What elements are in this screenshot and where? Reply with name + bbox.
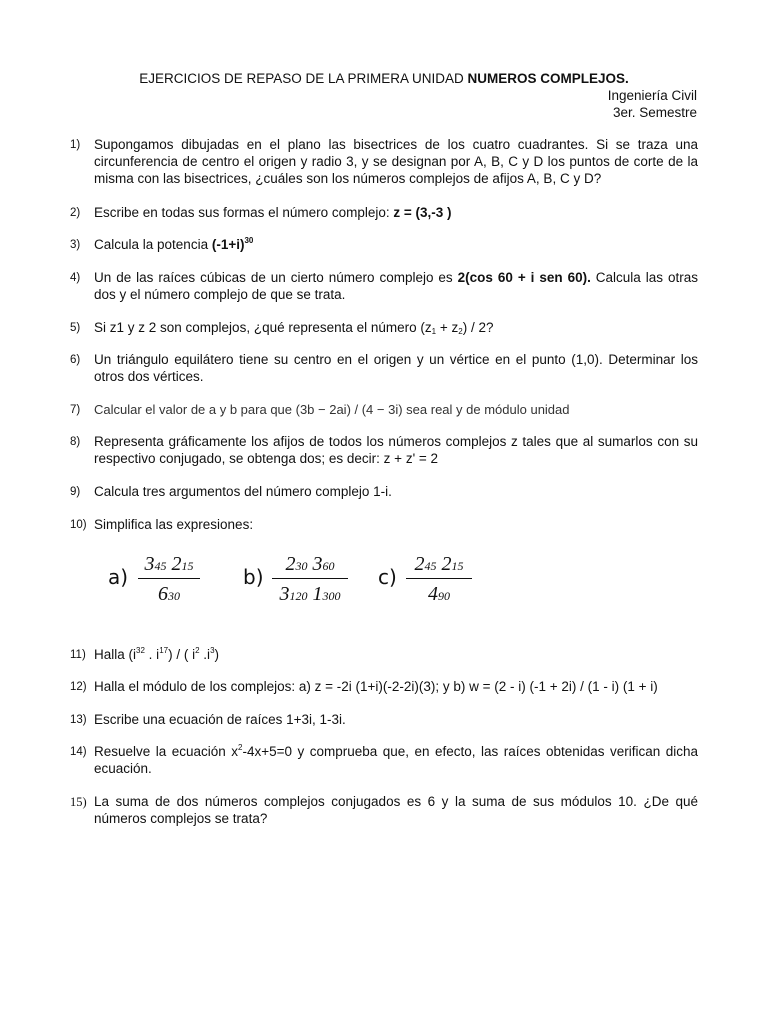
exercise-1 bbox=[70, 136, 698, 187]
exercise-text: Un de las raíces cúbicas de un cierto número complejo es 2(cos 60 + i sen 60). Calcula las otras dos y el número complejo de que se trata. bbox=[94, 270, 698, 302]
exercise-8 bbox=[70, 433, 698, 467]
exercise-number: 3) bbox=[70, 239, 81, 251]
exercise-14 bbox=[70, 743, 698, 777]
expression-b-label: b) bbox=[243, 565, 264, 589]
title-prefix: EJERCICIOS DE REPASO DE LA PRIMERA UNIDAD bbox=[139, 71, 468, 86]
expression-a-label: a) bbox=[108, 565, 129, 589]
exercise-text: Calcula la potencia $(-1+i)^{30}$ bbox=[94, 236, 254, 252]
expression-a-denominator: 630 bbox=[158, 583, 180, 605]
exercise-text: Resuelve la ecuación $x^2-4x+5=0$ y comprueba que, en efecto, las raíces obtenidas verifican dicha ecuación. bbox=[94, 743, 698, 776]
exercise-number: 9) bbox=[70, 486, 81, 498]
expression-a-fraction bbox=[138, 553, 200, 606]
exercise-7 bbox=[70, 401, 698, 418]
exercise-text: Halla ($i^{32}$ . $i^{17}$) / ( $i^2$ $.i^3$) bbox=[94, 646, 220, 662]
exercise-number: 15) bbox=[70, 795, 87, 809]
expression-b-denominator: 3120 1300 bbox=[279, 583, 341, 605]
expression-b-numerator: 230 360 bbox=[272, 553, 348, 579]
expression-c-numerator: 245 215 bbox=[406, 553, 472, 579]
exercise-number: 8) bbox=[70, 436, 81, 448]
exercise-text: Representa gráficamente los afijos de todos los números complejos z tales que al sumarlos con su respectivo conjugado, se obtenga dos; es decir: z + z' = 2 bbox=[94, 434, 698, 466]
exercise-5 bbox=[70, 319, 698, 336]
exercise-number: 7) bbox=[70, 404, 81, 416]
exercise-3 bbox=[70, 236, 698, 253]
exercise-6 bbox=[70, 351, 698, 385]
exercise-text: Halla el módulo de los complejos: a) z = -2i (1+i)(-2-2i)(3); y b) w = (2 - i) (-1 + 2i) / (1 - i) (1 + i) bbox=[94, 679, 658, 694]
exercise-text: Escribe en todas sus formas el número complejo: z = (3,-3 ) bbox=[94, 205, 452, 220]
expression-a-numerator: 345 215 bbox=[138, 553, 200, 579]
document-title bbox=[0, 71, 768, 86]
exercise-11 bbox=[70, 646, 698, 663]
exercise-number: 2) bbox=[70, 207, 81, 219]
exercise-15 bbox=[70, 793, 698, 827]
exercise-text: Si z1 y z 2 son complejos, ¿qué representa el número $(z_1 + z_2) / 2$? bbox=[94, 320, 494, 336]
exercise-number: 14) bbox=[70, 746, 87, 758]
exercise-text: Escribe una ecuación de raíces 1+3i, 1-3i. bbox=[94, 712, 346, 727]
exercise-text: Calcula tres argumentos del número complejo 1-i. bbox=[94, 484, 392, 499]
title-bold: NUMEROS COMPLEJOS. bbox=[467, 71, 629, 86]
exercise-number: 6) bbox=[70, 354, 81, 366]
exercise-12 bbox=[70, 678, 698, 695]
exercise-2 bbox=[70, 204, 698, 221]
exercise-number: 13) bbox=[70, 714, 87, 726]
exercise-number: 5) bbox=[70, 322, 81, 334]
exercise-number: 12) bbox=[70, 681, 87, 693]
career-label: Ingeniería Civil bbox=[607, 88, 697, 103]
exercise-number: 4) bbox=[70, 272, 81, 284]
exercise-10 bbox=[70, 516, 698, 533]
exercise-text: Simplifica las expresiones: bbox=[94, 517, 254, 532]
exercise-text: Calcular el valor de a y b para que (3b − 2ai) / (4 − 3i) sea real y de módulo unidad bbox=[94, 402, 570, 417]
exercise-9 bbox=[70, 483, 698, 500]
exercise-number: 10) bbox=[70, 519, 87, 531]
exercise-text: La suma de dos números complejos conjugados es 6 y la suma de sus módulos 10. ¿De qué números complejos se trata? bbox=[94, 794, 698, 826]
exercise-4 bbox=[70, 269, 698, 303]
semester-label: 3er. Semestre bbox=[612, 105, 697, 120]
exercise-text: Supongamos dibujadas en el plano las bisectrices de los cuatro cuadrantes. Si se traza una circunferencia de centro el origen y radio 3, y se designan por A, B, C y D los puntos de corte de la misma con las bisectrices, ¿cuáles son los números complejos de afijos A, B, C y D? bbox=[94, 137, 698, 186]
exercise-number: 11) bbox=[70, 649, 86, 661]
exercise-text: Un triángulo equilátero tiene su centro en el origen y un vértice en el punto (1,0). Determinar los otros dos vértices. bbox=[94, 352, 698, 384]
expression-c-denominator: 490 bbox=[428, 583, 450, 605]
expression-c-fraction bbox=[406, 553, 472, 606]
exercise-13 bbox=[70, 711, 698, 728]
expression-c-label: c) bbox=[378, 565, 397, 589]
exercise-number: 1) bbox=[70, 139, 81, 151]
expression-b-fraction bbox=[272, 553, 348, 606]
